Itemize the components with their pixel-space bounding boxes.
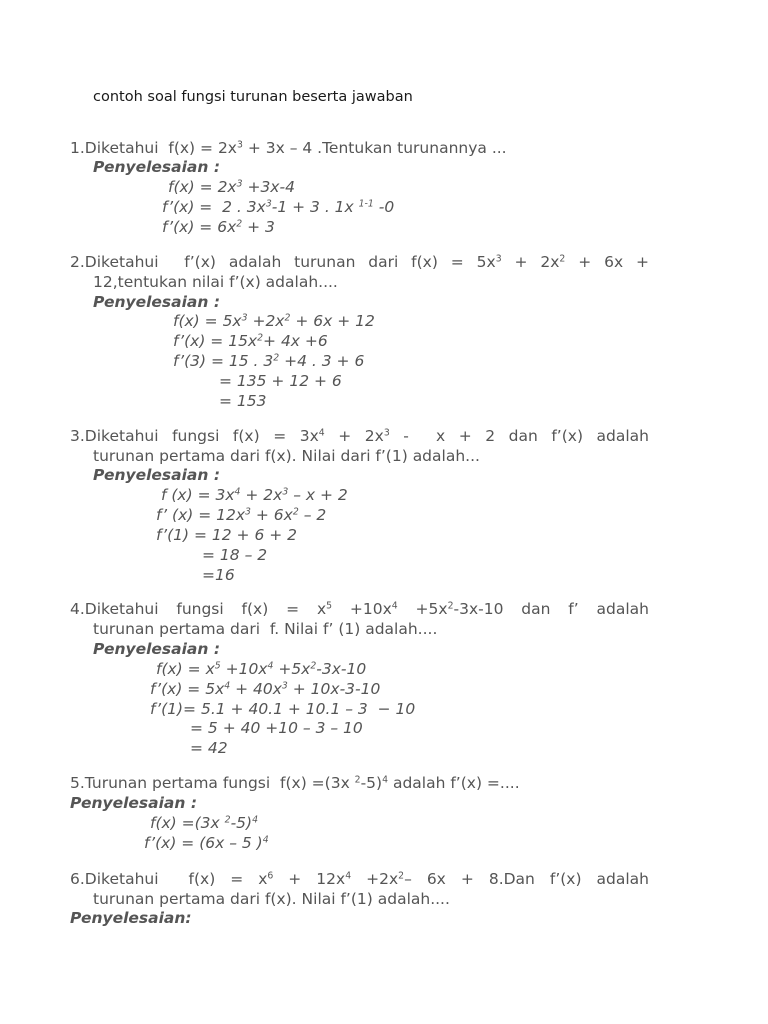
solution-step: f’(3) = 15 . $3^2 +4$ . 3 + 6 — [173, 352, 365, 370]
solution-step: $f(x) = 5x^3 +2x^2 + 6x + 12$ — [173, 312, 375, 330]
solution-step: f(x) =(3x $^2$-5)$^4$ — [150, 814, 259, 832]
solution-step: f’(1) = 12 + 6 + 2 — [156, 526, 298, 544]
solution-step: f’(x) = $5x^4 + 40x^3 + 10x-3-10$ — [150, 680, 381, 698]
solution-heading: Penyelesaian: — [70, 909, 192, 927]
solution-step: f’(x) = $15x^2+ 4x +6$ — [173, 332, 328, 350]
solution-step: f’ $(x) = 12x^3 + 6x^2 - 2$ — [156, 506, 327, 524]
solution-heading: Penyelesaian : — [93, 466, 221, 484]
question-5-text: 5.Turunan pertama fungsi f(x) =(3x $^2$-5)$^4$ adalah f’(x) =.... — [70, 774, 520, 792]
question-6-text-cont: turunan pertama dari f(x). Nilai f’(1) adalah.... — [93, 890, 450, 908]
solution-heading: Penyelesaian : — [93, 158, 221, 176]
solution-heading: Penyelesaian : — [93, 293, 221, 311]
solution-step: = 5 + 40 +10 – 3 – 10 — [190, 719, 363, 737]
question-2-text: 2.Diketahui f’(x) adalah turunan dari $f(x) = 5x^3 + 2x^2 + 6x$ + — [70, 253, 649, 271]
document-title: contoh soal fungsi turunan beserta jawaban — [93, 89, 413, 105]
question-1-text: 1.Diketahui $f(x) = 2x^3 + 3x - 4$ .Tentukan turunannya ... — [70, 139, 507, 157]
solution-heading: Penyelesaian : — [93, 640, 221, 658]
question-2-text-cont: 12,tentukan nilai f’(x) adalah.... — [93, 273, 338, 291]
solution-step: = 18 – 2 — [202, 546, 268, 564]
question-3-text-cont: turunan pertama dari f(x). Nilai dari f’(1) adalah... — [93, 447, 480, 465]
question-6-text: 6.Diketahui $f(x) = x^6 + 12x^4 +2x^2-$ 6x + 8.Dan f’(x) adalah — [70, 870, 649, 888]
solution-heading: Penyelesaian : — [70, 794, 198, 812]
solution-step: f’(x) = $6x^2 + 3$ — [162, 218, 275, 236]
solution-step: $f(x) = 2x^3 +3x-4$ — [168, 178, 295, 196]
question-4-text: 4.Diketahui fungsi $f(x) = x^5 +10x^4 +5x^2-3x-10$ dan f’ adalah — [70, 600, 649, 618]
solution-step: $f(x) = x^5 +10x^4 +5x^2-3x-10$ — [156, 660, 367, 678]
solution-step: f’(x) = (6x – 5 )$^4$ — [144, 834, 269, 852]
solution-step: =16 — [202, 566, 235, 584]
question-4-text-cont: turunan pertama dari f. Nilai f’ (1) adalah.... — [93, 620, 438, 638]
solution-step: = 153 — [219, 392, 267, 410]
solution-step: = 42 — [190, 739, 228, 757]
question-3-text: 3.Diketahui fungsi $f(x) = 3x^4 + 2x^3 - x + 2$ dan f’(x) adalah — [70, 427, 649, 445]
solution-step: f’(1)= 5.1 + 40.1 + 10.1 – 3 − 10 — [150, 700, 416, 718]
solution-step: f’(x) = 2 . $3x^3-1 + 3$ . 1x $^{1-1}$ -0 — [162, 198, 395, 216]
solution-step: = 135 + 12 + 6 — [219, 372, 342, 390]
solution-step: f $(x) = 3x^4 + 2x^3 - x + 2$ — [161, 486, 348, 504]
